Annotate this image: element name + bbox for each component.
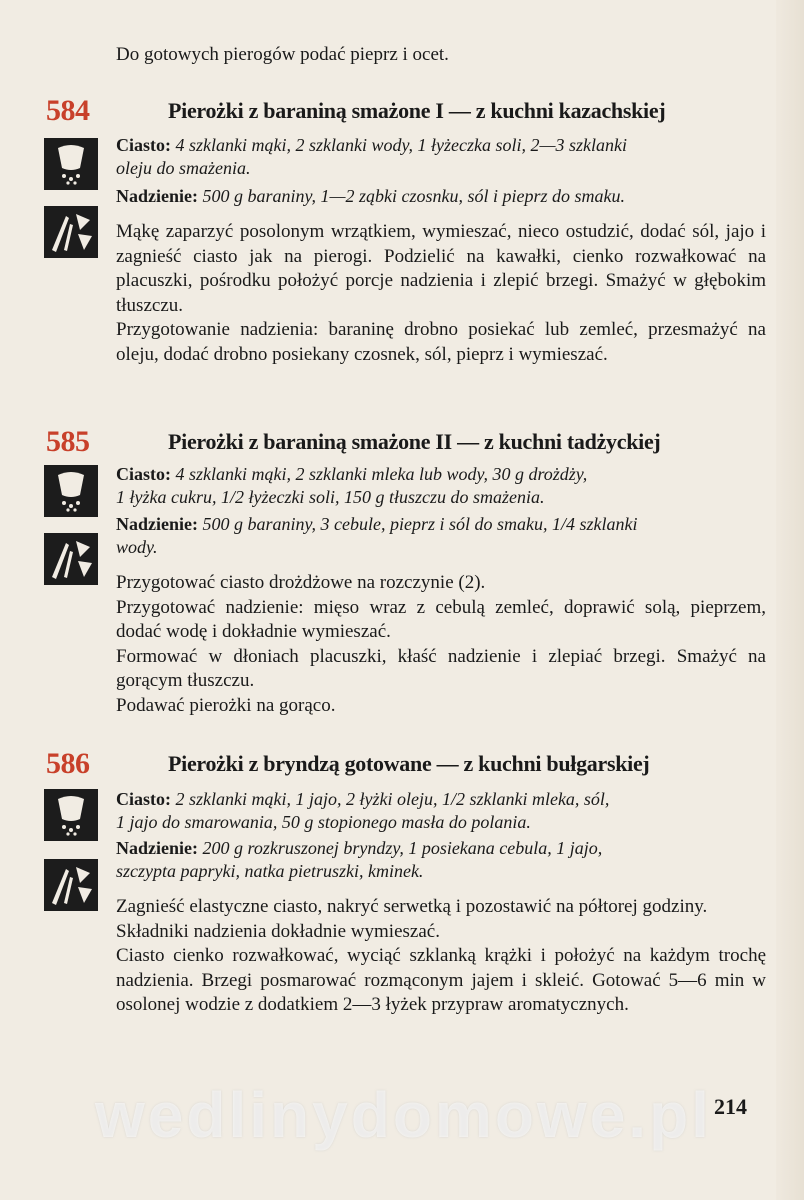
step: Ciasto cienko rozwałkować, wyciąć szklanką krążki i położyć na każdym trochę nadzienia. Brzegi posmarować rozmąconym jajem i skleić. Gotować 5—6 min w osolonej wodzie z dodatkiem 2—3 łyżek przypraw aromatycznych. (116, 945, 766, 1015)
ingredients-dough (116, 788, 766, 834)
ingredients-dough (116, 134, 766, 180)
flour-bowl-icon (44, 465, 98, 517)
filling-label: Nadzienie: (116, 838, 198, 858)
dough-label: Ciasto: (116, 789, 171, 809)
step: Zagnieść elastyczne ciasto, nakryć serwetką i pozostawić na półtorej godziny. (116, 896, 708, 917)
preparation-steps (116, 220, 766, 367)
step: Przygotowanie nadzienia: baraninę drobno posiekać lub zemleć, przesmażyć na oleju, dodać drobno posiekany czosnek, sól, pieprz i wymieszać. (116, 319, 766, 365)
filling-label: Nadzienie: (116, 514, 198, 534)
filling-label: Nadzienie: (116, 186, 198, 206)
flour-bowl-icon (44, 138, 98, 190)
dough-line-2: oleju do smażenia. (116, 158, 251, 178)
ingredients-filling (116, 513, 766, 559)
cooking-utensils-icon (44, 206, 98, 258)
filling-line-1: 500 g baraniny, 3 cebule, pieprz i sól do smaku, 1/4 szklanki (202, 514, 638, 534)
preparation-steps (116, 571, 766, 718)
step: Mąkę zaparzyć posolonym wrzątkiem, wymieszać, nieco ostudzić, dodać sól, jajo i zagnieść ciasto jak na pierogi. Podzielić na kawałki, cienko rozwałkować na placuszki, pośrodku położyć porcje nadzienia i zlepić brzegi. Smażyć w głębokim tłuszczu. (116, 221, 766, 316)
step: Formować w dłoniach placuszki, kłaść nadzienie i zlepiać brzegi. Smażyć na gorącym tłuszczu. (116, 645, 766, 691)
step: Przygotować nadzienie: mięso wraz z cebulą zemleć, doprawić solą, pieprzem, dodać wodę i dokładnie wymieszać. (116, 596, 766, 642)
filling-line-1: 200 g rozkruszonej bryndzy, 1 posiekana cebula, 1 jajo, (202, 838, 603, 858)
recipe-number: 584 (46, 94, 90, 127)
recipe-title: Pierożki z baraniną smażone II — z kuchni tadżyckiej (168, 429, 661, 454)
watermark: wedlinydomowe.pl (95, 1079, 712, 1151)
recipe-title: Pierożki z baraniną smażone I — z kuchni kazachskiej (168, 98, 666, 123)
preparation-steps (116, 895, 766, 1018)
dough-line-1: 4 szklanki mąki, 2 szklanki wody, 1 łyżeczka soli, 2—3 szklanki (175, 135, 627, 155)
dough-line-1: 4 szklanki mąki, 2 szklanki mleka lub wody, 30 g drożdży, (175, 464, 588, 484)
step: Przygotować ciasto drożdżowe na rozczynie (2). (116, 572, 486, 593)
dough-line-1: 2 szklanki mąki, 1 jajo, 2 łyżki oleju, 1/2 szklanki mleka, sól, (175, 789, 610, 809)
dough-line-2: 1 łyżka cukru, 1/2 łyżeczki soli, 150 g tłuszczu do smażenia. (116, 487, 545, 507)
page-number: 214 (714, 1094, 747, 1119)
intro-line: Do gotowych pierogów podać pieprz i ocet. (116, 44, 449, 65)
recipe-title: Pierożki z bryndzą gotowane — z kuchni bułgarskiej (168, 751, 650, 776)
cooking-utensils-icon (44, 859, 98, 911)
dough-label: Ciasto: (116, 464, 171, 484)
dough-label: Ciasto: (116, 135, 171, 155)
step: Podawać pierożki na gorąco. (116, 694, 336, 716)
filling-line-1: 500 g baraniny, 1—2 ząbki czosnku, sól i pieprz do smaku. (202, 186, 625, 206)
ingredients-filling (116, 837, 766, 883)
ingredients-filling (116, 185, 766, 208)
page-edge (776, 0, 804, 1200)
dough-line-2: 1 jajo do smarowania, 50 g stopionego masła do polania. (116, 812, 531, 832)
cooking-utensils-icon (44, 533, 98, 585)
recipe-number: 585 (46, 425, 90, 458)
filling-line-2: szczypta papryki, natka pietruszki, kminek. (116, 861, 424, 881)
flour-bowl-icon (44, 789, 98, 841)
recipe-number: 586 (46, 747, 90, 780)
ingredients-dough (116, 463, 766, 509)
filling-line-2: wody. (116, 537, 158, 557)
step: Składniki nadzienia dokładnie wymieszać. (116, 920, 440, 942)
